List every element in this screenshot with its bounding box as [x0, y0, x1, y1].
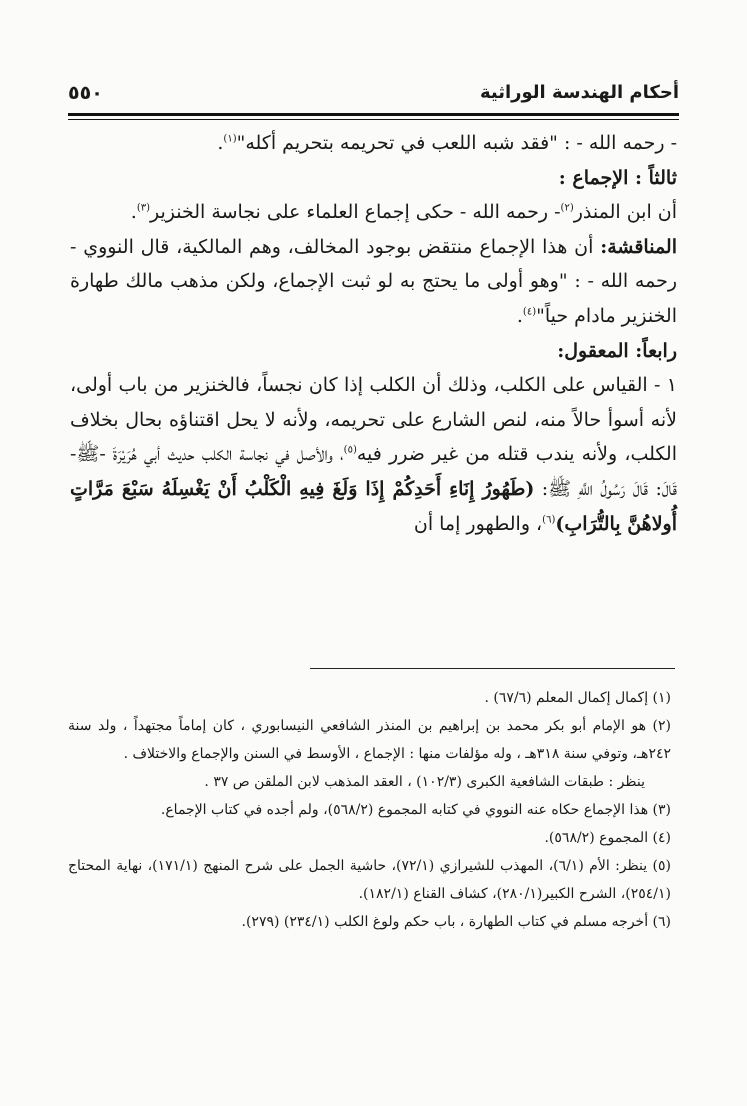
- section-heading-aql: رابعاً: المعقول:: [557, 339, 677, 362]
- footnote-ref: (٣): [136, 202, 151, 214]
- book-title: أحكام الهندسة الوراثية: [479, 82, 679, 103]
- paragraph-continuation: - رحمه الله - : "فقد شبه اللعب في تحريمه بتحريم أكله"$^{(١)}$.: [217, 132, 677, 154]
- header-rule-thick: [68, 113, 679, 116]
- footnote-ref: (١): [223, 133, 237, 145]
- header-rule-thin: [68, 119, 679, 120]
- footnotes: [68, 684, 671, 936]
- footnote-separator: [310, 668, 675, 669]
- page-number: ٥٥٠: [68, 82, 103, 104]
- footnote-ref: (٤): [522, 306, 537, 318]
- paragraph-ijma: أن ابن المنذر$^{(٢)}$- رحمه الله - حكى إجماع العلماء على نجاسة الخنزير$^{(٣)}$.: [130, 201, 677, 224]
- footnote-2-see-also: ينظر : طبقات الشافعية الكبرى (١٠٢/٣) ، العقد المذهب لابن الملقن ص ٣٧ .: [204, 774, 645, 790]
- footnote-1: (١) إكمال إكمال المعلم (٦٧/٦) .: [484, 690, 671, 706]
- main-text: [70, 126, 677, 541]
- section-heading-ijma: ثالثاً : الإجماع :: [558, 166, 677, 189]
- footnote-ref: (٢): [560, 202, 574, 214]
- footnote-5: (٥) ينظر: الأم (٦/١)، المهذب للشيرازي (٧٢/١)، حاشية الجمل على شرح المنهج (١٧١/١)، نهاية المحتاج (٢٥٤/١)، الشرح الكبير(٢٨٠/١)، كشاف القناع (١٨٢/١).: [68, 858, 671, 902]
- running-header: [68, 78, 679, 112]
- footnote-2: (٢) هو الإمام أبو بكر محمد بن إبراهيم بن المنذر الشافعي النيسابوري ، كان إماماً مجتهداً ، ولد سنة ٢٤٢هـ، وتوفي سنة ٣١٨هـ ، وله مؤلفات منها : الإجماع ، الأوسط في السنن والإجماع والاختلاف .: [68, 718, 671, 762]
- footnote-6: (٦) أخرجه مسلم في كتاب الطهارة ، باب حكم ولوغ الكلب (٢٣٤/١) (٢٧٩).: [241, 914, 671, 930]
- footnote-3: (٣) هذا الإجماع حكاه عنه النووي في كتابه المجموع (٥٦٨/٢)، ولم أجده في كتاب الإجماع.: [160, 802, 671, 818]
- munaqasha-label: المناقشة:: [600, 235, 677, 258]
- paragraph-munaqasha: المناقشة: أن هذا الإجماع منتقض بوجود المخالف، وهم المالكية، قال النووي - رحمه الله - : "وهو أولى ما يحتج به لو ثبت الإجماع، ولكن مذهب مالك طهارة الخنزير مادام حياً"$^{(٤)}$.: [70, 235, 677, 327]
- paragraph-aql: ١ - القياس على الكلب، وذلك أن الكلب إذا كان نجساً، فالخنزير من باب أولى، لأنه أسوأ حالاً منه، لنص الشارع على تحريمه، ولأنه لا يحل اقتناؤه بحال بخلاف الكلب، ولأنه يندب قتله من غير ضرر فيه$^{(٥)}$، والأصل في نجاسة الكلب حديث أبي هُرَيْرَةَ -ﷺ- قَالَ: قَالَ رَسُولُ اللَّهِ ﷺ: (طَهُورُ إِنَاءِ أَحَدِكُمْ إِذَا وَلَغَ فِيهِ الْكَلْبُ أَنْ يَغْسِلَهُ سَبْعَ مَرَّاتٍ أُولاهُنَّ بِالتُّرَابِ)$^{(٦)}$، والطهور إما أن: [70, 374, 677, 535]
- footnote-ref: (٥): [343, 445, 357, 457]
- footnote-4: (٤) المجموع (٥٦٨/٢).: [544, 830, 671, 846]
- footnote-ref: (٦): [542, 514, 556, 526]
- hadith-text: (طَهُورُ إِنَاءِ أَحَدِكُمْ إِذَا وَلَغَ فِيهِ الْكَلْبُ أَنْ يَغْسِلَهُ سَبْعَ مَرَّاتٍ أُولاهُنَّ بِالتُّرَابِ): [70, 477, 677, 535]
